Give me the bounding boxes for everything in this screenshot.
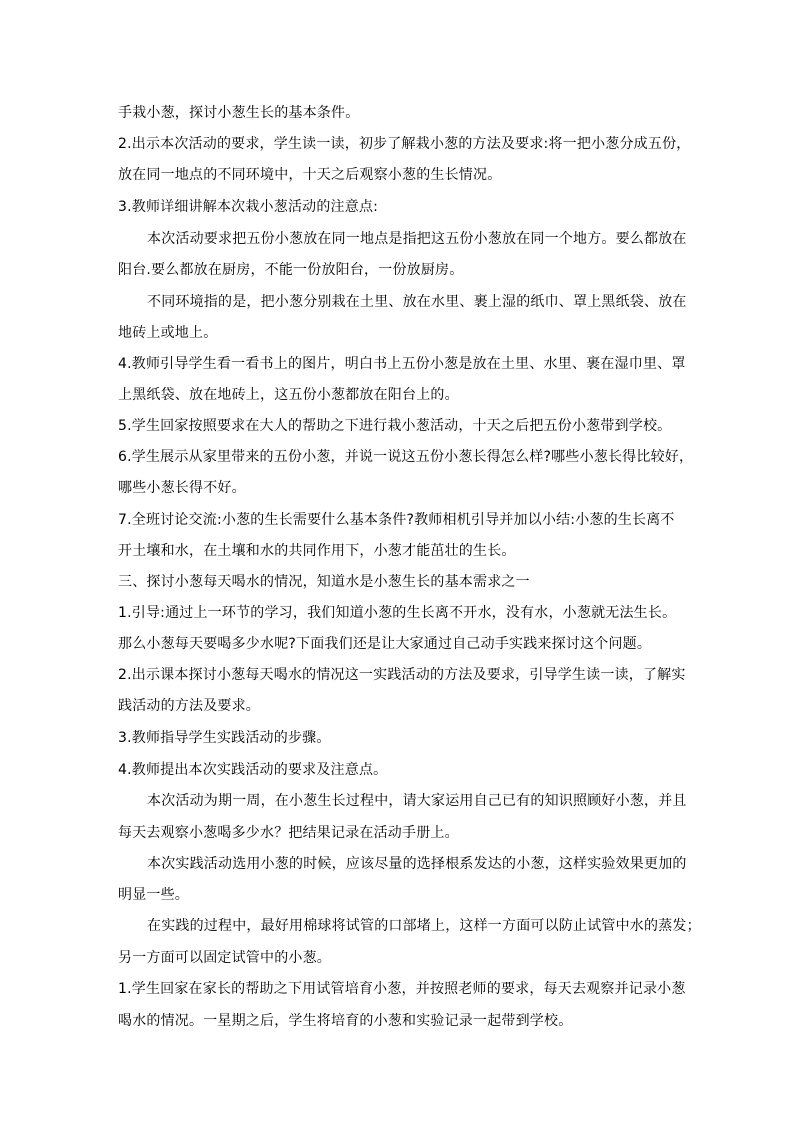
- text-line: 6.学生展示从家里带来的五份小葱，并说一说这五份小葱长得怎么样?哪些小葱长得比较好，: [118, 449, 694, 465]
- text-line: 喝水的情况。一星期之后，学生将培育的小葱和实验记录一起带到学校。: [118, 1013, 573, 1029]
- text-line: 在实践的过程中，最好用棉球将试管的口部堵上，这样一方面可以防止试管中水的蒸发；: [147, 918, 701, 934]
- text-line: 3.教师详细讲解本次栽小葱活动的注意点:: [118, 199, 379, 215]
- text-line: 5.学生回家按照要求在大人的帮助之下进行栽小葱活动，十天之后把五份小葱带到学校。: [118, 418, 672, 434]
- text-line: 放在同一地点的不同环境中，十天之后观察小葱的生长情况。: [118, 167, 502, 183]
- text-line: 哪些小葱长得不好。: [118, 480, 246, 496]
- text-line: 2.出示本次活动的要求，学生读一读，初步了解栽小葱的方法及要求:将一把小葱分成五份，: [118, 136, 691, 152]
- text-line: 7.全班讨论交流:小葱的生长需要什么基本条件?教师相机引导并加以小结:小葱的生长离不: [118, 512, 675, 528]
- text-line: 开土壤和水，在土壤和水的共同作用下，小葱才能茁壮的生长。: [118, 543, 516, 559]
- text-line: 1.学生回家在家长的帮助之下用试管培育小葱，并按照老师的要求，每天去观察并记录小葱: [118, 981, 686, 997]
- text-line: 本次活动为期一周，在小葱生长过程中，请大家运用自己已有的知识照顾好小葱，并且: [147, 793, 687, 809]
- text-line: 手栽小葱，探讨小葱生长的基本条件。: [118, 105, 360, 121]
- text-line: 4.教师引导学生看一看书上的图片，明白书上五份小葱是放在土里、水里、裹在湿巾里、罩: [118, 356, 686, 372]
- text-line: 另一方面可以固定试管中的小葱。: [118, 950, 331, 966]
- text-line: 3.教师指导学生实践活动的步骤。: [118, 730, 331, 746]
- text-line: 2.出示课本探讨小葱每天喝水的情况这一实践活动的方法及要求，引导学生读一读，了解实: [118, 667, 686, 683]
- text-line: 不同环境指的是，把小葱分别栽在土里、放在水里、裹上湿的纸巾、罩上黑纸袋、放在: [147, 294, 687, 310]
- text-line: 践活动的方法及要求。: [118, 698, 260, 714]
- text-line: 本次实践活动选用小葱的时候，应该尽量的选择根系发达的小葱，这样实验效果更加的: [147, 856, 687, 872]
- text-line: 上黑纸袋、放在地砖上，这五份小葱都放在阳台上的。: [118, 387, 459, 403]
- text-line: 4.教师提出本次实践活动的要求及注意点。: [118, 762, 388, 778]
- text-line: 那么小葱每天要喝多少水呢?下面我们还是让大家通过自己动手实践来探讨这个问题。: [118, 636, 652, 652]
- text-line: 阳台.要么都放在厨房，不能一份放阳台，一份放厨房。: [118, 262, 464, 278]
- text-line: 明显一些。: [118, 887, 189, 903]
- text-line: 1.引导:通过上一环节的学习，我们知道小葱的生长离不开水，没有水，小葱就无法生长。: [118, 605, 677, 621]
- text-line: 本次活动要求把五份小葱放在同一地点是指把这五份小葱放在同一个地方。要么都放在: [147, 231, 687, 247]
- text-line: 每天去观察小葱喝多少水？把结果记录在活动手册上。: [118, 825, 459, 841]
- text-line: 地砖上或地上。: [118, 325, 218, 341]
- section-heading: 三、探讨小葱每天喝水的情况，知道水是小葱生长的基本需求之一: [118, 574, 530, 590]
